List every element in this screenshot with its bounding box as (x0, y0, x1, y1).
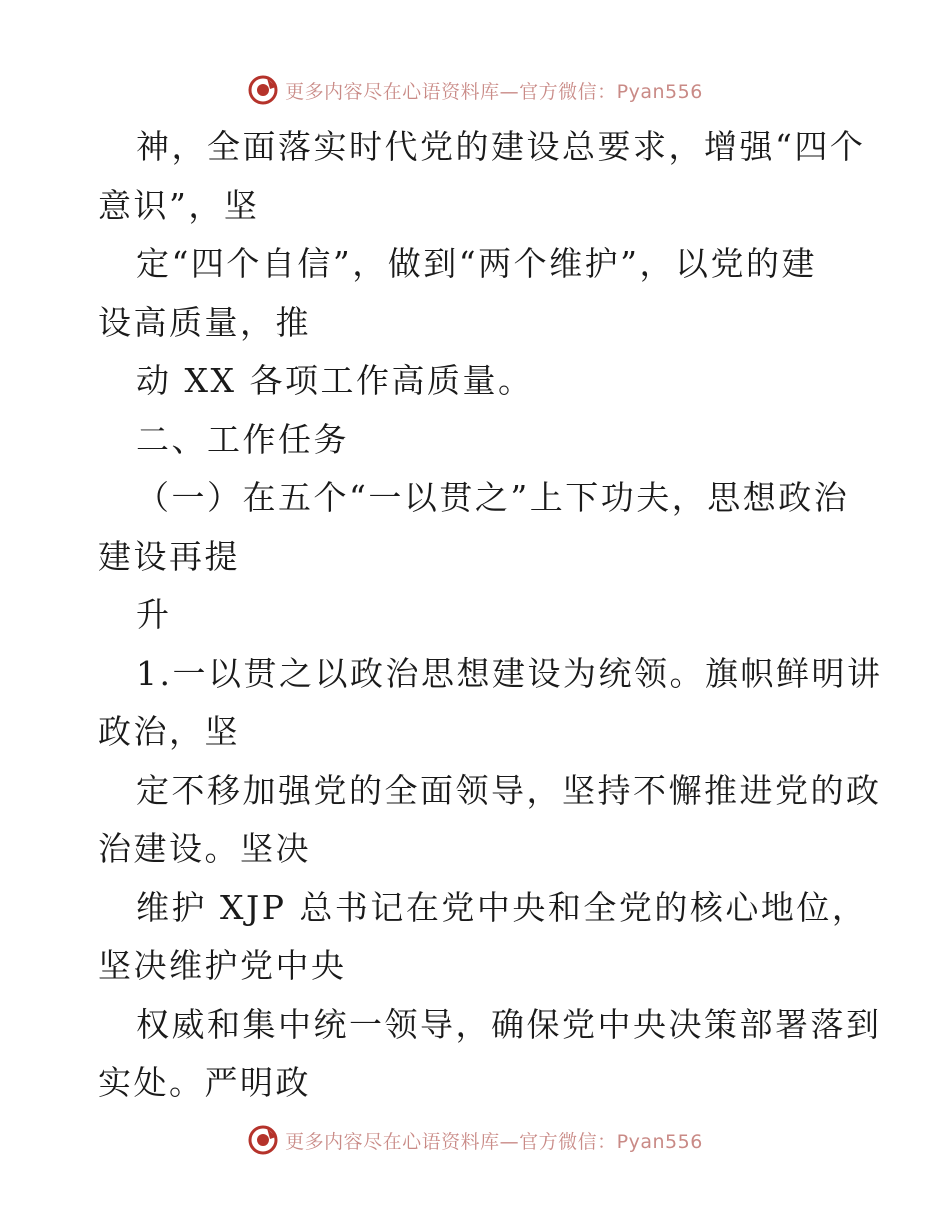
watermark-text: 更多内容尽在心语资料库—官方微信：Pyan556 (285, 1130, 703, 1153)
text-line: 政治，坚 (98, 712, 240, 751)
watermark-logo-icon (247, 1124, 279, 1156)
text-line: 定不移加强党的全面领导，坚持不懈推进党的政 (136, 770, 882, 810)
text-line: 神，全面落实时代党的建设总要求，增强“四个 (136, 127, 866, 166)
text-line: 意识”，坚 (98, 185, 260, 225)
text-line: 定“四个自信”，做到“两个维护”，以党的建 (136, 244, 817, 283)
text-line: 维护 XJP 总书记在党中央和全党的核心地位， (136, 887, 868, 927)
text-line: 动 XX 各项工作高质量。 (136, 361, 534, 400)
section-heading: 二、工作任务 (136, 419, 349, 459)
text-line: 建设再提 (98, 536, 240, 576)
watermark-text: 更多内容尽在心语资料库—官方微信：Pyan556 (285, 80, 703, 103)
watermark-logo-icon (247, 74, 279, 106)
text-line: 1.一以贯之以政治思想建设为统领。旗帜鲜明讲 (136, 653, 883, 693)
text-line: 实处。严明政 (98, 1063, 311, 1102)
footer-watermark (0, 1120, 950, 1160)
subsection-heading: （一）在五个“一以贯之”上下功夫，思想政治 (136, 478, 850, 517)
text-line: 升 (136, 595, 172, 634)
header-watermark (0, 70, 950, 110)
text-line: 权威和集中统一领导，确保党中央决策部署落到 (136, 1004, 882, 1044)
text-line: 坚决维护党中央 (98, 946, 347, 985)
document-body (98, 118, 883, 1113)
text-line: 设高质量，推 (98, 302, 311, 342)
text-line: 治建设。坚决 (98, 829, 311, 868)
